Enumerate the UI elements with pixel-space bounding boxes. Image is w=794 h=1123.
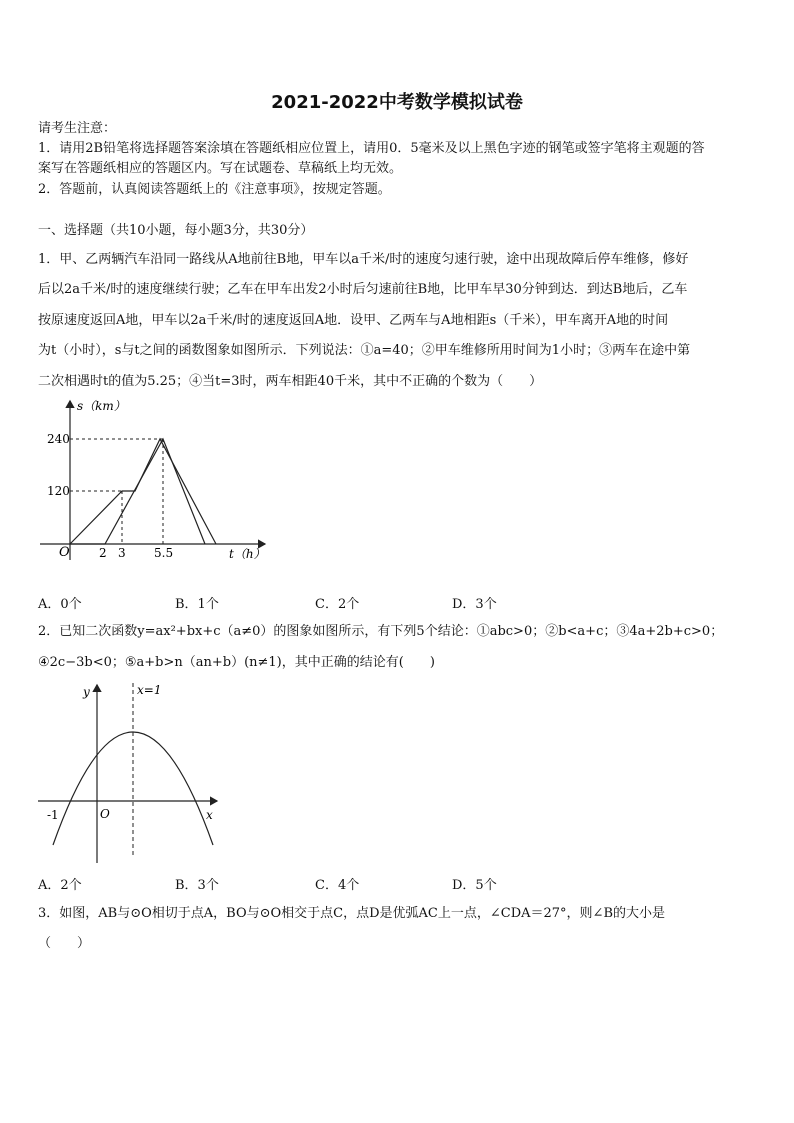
q2-option-a[interactable]: A．2个 xyxy=(38,878,82,893)
q1-xlabel: t（h） xyxy=(229,547,266,561)
q1-ylabel: s（km） xyxy=(77,399,126,413)
section-heading: 一、选择题（共10小题，每小题3分，共30分） xyxy=(38,223,314,238)
q2-text-line-2: ④2c−3b<0；⑤a+b>n（an+b）(n≠1)，其中正确的结论有( ) xyxy=(38,655,435,670)
q2-option-c[interactable]: C．4个 xyxy=(315,878,360,893)
q1-text-line-5: 二次相遇时t的值为5.25；④当t=3时，两车相距40千米，其中不正确的个数为（ ） xyxy=(38,374,543,389)
q1-car-jia-line xyxy=(70,439,216,544)
q2-text-line-1: 2．已知二次函数y=ax²+bx+c（a≠0）的图象如图所示，有下列5个结论：①abc>0；②b<a+c；③4a+2b+c>0； xyxy=(38,624,724,639)
q3-text-line-1: 3．如图，AB与⊙O相切于点A，BO与⊙O相交于点C，点D是优弧AC上一点，∠CDA＝27°，则∠B的大小是 xyxy=(38,906,665,921)
q2-tick-neg1: -1 xyxy=(47,808,59,822)
q1-option-d[interactable]: D．3个 xyxy=(452,597,497,612)
q1-text-line-2: 后以2a千米/时的速度继续行驶；乙车在甲车出发2小时后匀速前往B地，比甲车早30分钟到达．到达B地后，乙车 xyxy=(38,282,688,297)
q1-tick-3: 3 xyxy=(118,546,126,560)
notice-item-1-line-2: 案写在答题纸相应的答题区内。写在试题卷、草稿纸上均无效。 xyxy=(38,161,403,176)
notice-heading: 请考生注意： xyxy=(38,121,117,136)
q1-option-b[interactable]: B．1个 xyxy=(175,597,219,612)
q2-parabola-graph xyxy=(35,677,225,867)
q1-option-c[interactable]: C．2个 xyxy=(315,597,360,612)
notice-item-1-line-1: 1．请用2B铅笔将选择题答案涂填在答题纸相应位置上，请用0．5毫米及以上黑色字迹的钢笔或签字笔将主观题的答 xyxy=(38,141,705,156)
page-title: 2021-2022中考数学模拟试卷 xyxy=(271,92,523,113)
q1-tick-55: 5.5 xyxy=(154,546,174,560)
q1-distance-time-graph xyxy=(35,395,280,585)
q2-option-b[interactable]: B．3个 xyxy=(175,878,219,893)
q1-text-line-1: 1．甲、乙两辆汽车沿同一路线从A地前往B地，甲车以a千米/时的速度匀速行驶，途中出现故障后停车维修，修好 xyxy=(38,252,689,267)
notice-item-2: 2．答题前，认真阅读答题纸上的《注意事项》，按规定答题。 xyxy=(38,182,391,197)
q2-symmetry-label: x=1 xyxy=(137,683,162,697)
q1-tick-240: 240 xyxy=(47,432,70,446)
q2-xlabel: x xyxy=(206,808,213,822)
q1-text-line-3: 按原速度返回A地，甲车以2a千米/时的速度返回A地．设甲、乙两车与A地相距s（千米），甲车离开A地的时间 xyxy=(38,313,669,328)
q1-text-line-4: 为t（小时），s与t之间的函数图象如图所示．下列说法：①a=40；②甲车维修所用时间为1小时；③两车在途中第 xyxy=(38,343,691,358)
q1-origin: O xyxy=(59,545,70,560)
q1-option-a[interactable]: A．0个 xyxy=(38,597,82,612)
q2-ylabel: y xyxy=(83,685,90,699)
q1-tick-2: 2 xyxy=(99,546,107,560)
q3-text-line-2: （ ） xyxy=(38,936,91,951)
q2-option-d[interactable]: D．5个 xyxy=(452,878,497,893)
q2-origin: O xyxy=(100,807,110,821)
q1-tick-120: 120 xyxy=(47,484,70,498)
